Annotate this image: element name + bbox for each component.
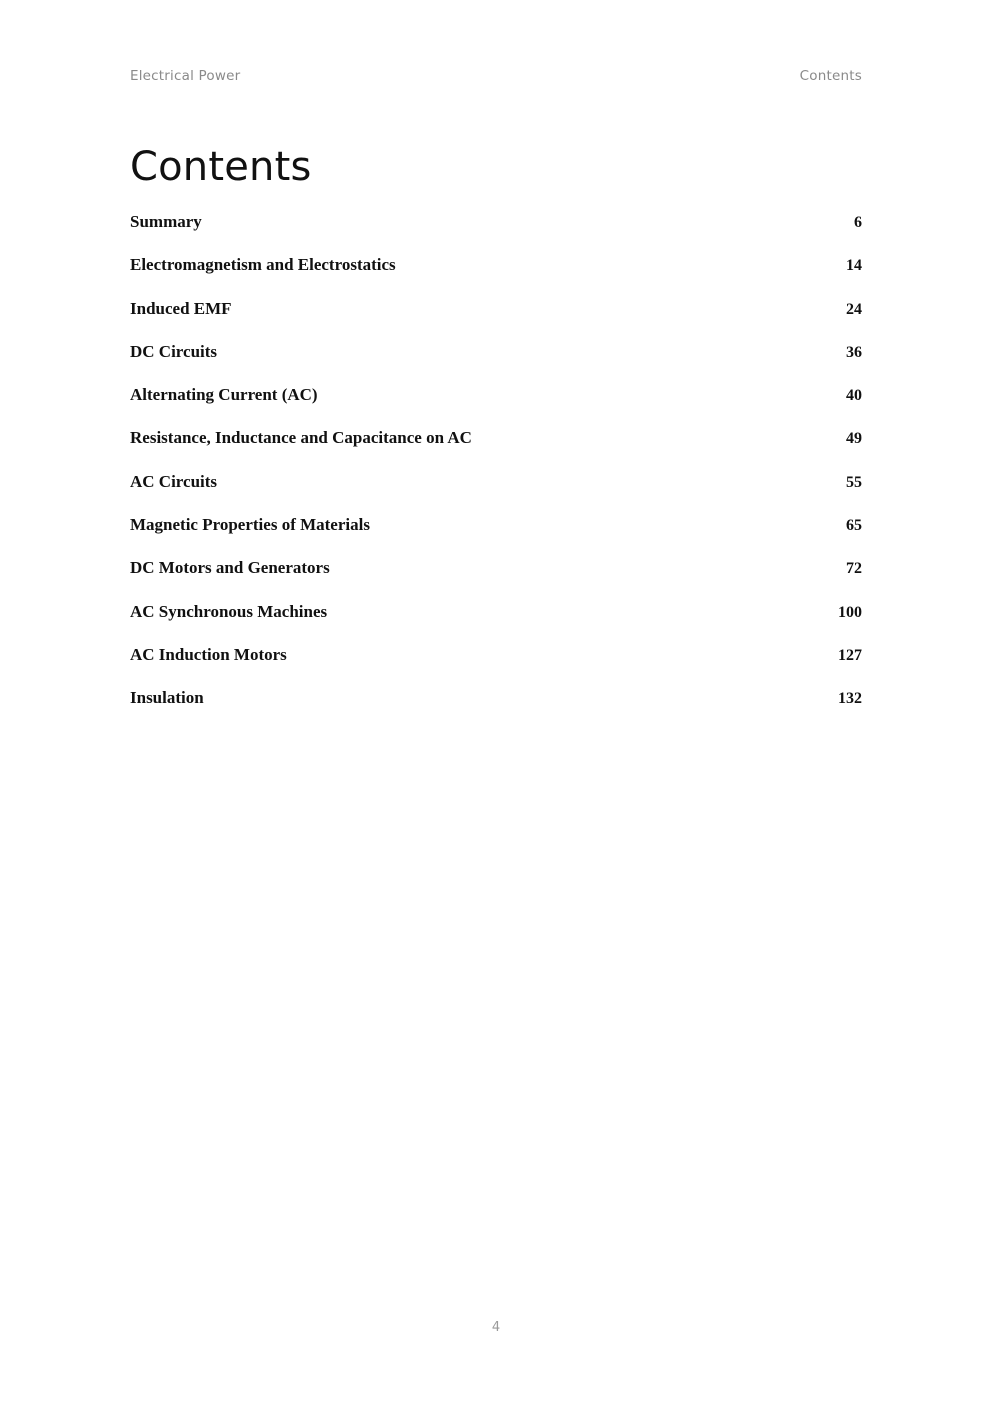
toc-entry-label: Alternating Current (AC) (130, 385, 318, 405)
toc-entry-page: 40 (846, 387, 862, 405)
toc-entry-page: 65 (846, 517, 862, 535)
running-head (130, 68, 862, 84)
toc-entry[interactable] (130, 200, 862, 243)
page-folio: 4 (491, 1320, 501, 1335)
toc-entry[interactable] (130, 330, 862, 373)
toc-entry-label: AC Synchronous Machines (130, 601, 328, 621)
toc-entry[interactable] (130, 460, 862, 503)
toc-entry[interactable] (130, 416, 862, 459)
toc-entry-page: 6 (854, 214, 862, 231)
toc-entry-label: Magnetic Properties of Materials (130, 515, 370, 535)
toc-entry[interactable] (130, 590, 862, 633)
toc-entry-page: 49 (846, 430, 862, 448)
toc-entry-label: DC Motors and Generators (130, 558, 330, 578)
toc-entry[interactable] (130, 373, 862, 416)
toc-entry-page: 24 (846, 300, 862, 318)
toc-entry-label: Resistance, Inductance and Capacitance on AC (130, 428, 472, 448)
toc-entry[interactable] (130, 287, 862, 330)
toc-entry-page: 100 (838, 603, 862, 621)
page-title: Contents (130, 143, 312, 190)
toc-entry-page: 72 (846, 560, 862, 578)
toc-entry-label: AC Induction Motors (130, 644, 287, 664)
toc-entry[interactable] (130, 676, 862, 719)
running-head-left: Electrical Power (130, 68, 241, 84)
toc-entry[interactable] (130, 503, 862, 546)
toc-entry-label: AC Circuits (130, 471, 218, 491)
toc-entry-page: 55 (846, 473, 862, 491)
running-head-right: Contents (799, 68, 862, 84)
toc-entry-label: Insulation (130, 688, 204, 708)
toc-entry-label: Electromagnetism and Electrostatics (130, 255, 396, 275)
toc-entry-label: DC Circuits (130, 341, 218, 361)
table-of-contents (130, 200, 862, 720)
toc-entry[interactable] (130, 633, 862, 676)
toc-entry[interactable] (130, 546, 862, 589)
toc-entry-label: Induced EMF (130, 298, 232, 318)
toc-entry-page: 132 (838, 690, 862, 708)
toc-entry-page: 36 (846, 343, 862, 361)
toc-entry-page: 14 (846, 257, 862, 275)
toc-entry[interactable] (130, 243, 862, 286)
toc-entry-page: 127 (838, 646, 862, 664)
toc-entry-label: Summary (130, 212, 202, 231)
